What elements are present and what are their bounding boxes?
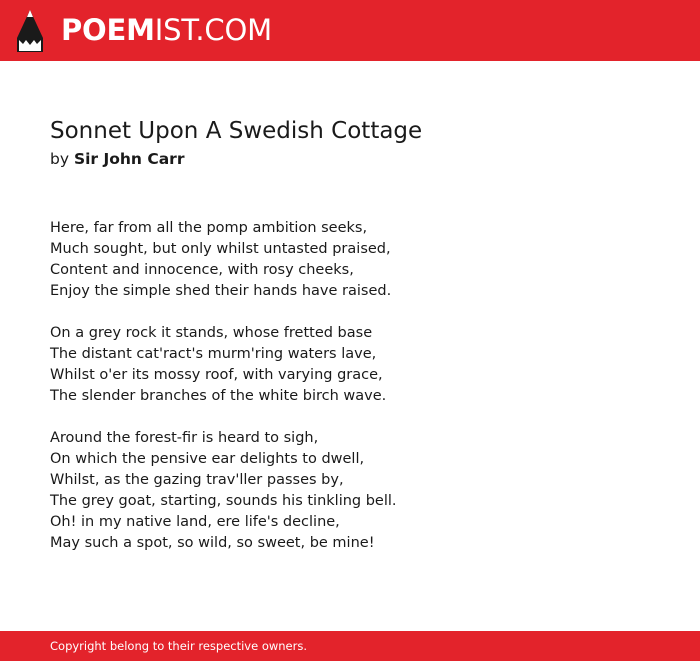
byline xyxy=(50,148,184,170)
poem-line: The grey goat, starting, sounds his tinkling bell. xyxy=(50,493,397,509)
author-name: Sir John Carr xyxy=(73,150,185,168)
poem-line: Oh! in my native land, ere life's decline, xyxy=(50,514,340,530)
poem-line: On a grey rock it stands, whose fretted base xyxy=(50,325,373,341)
poem-body xyxy=(50,218,397,575)
poem-line: The slender branches of the white birch wave. xyxy=(50,388,387,404)
poem-line: Whilst, as the gazing trav'ller passes by, xyxy=(50,472,344,488)
stanza-1 xyxy=(50,218,397,302)
poem-line: Whilst o'er its mossy roof, with varying grace, xyxy=(50,367,383,383)
poem-line: Content and innocence, with rosy cheeks, xyxy=(50,262,354,278)
poem-line: Enjoy the simple shed their hands have raised. xyxy=(50,283,392,299)
poem-line: May such a spot, so wild, so sweet, be mine! xyxy=(50,535,375,551)
poem-line: Much sought, but only whilst untasted praised, xyxy=(50,241,391,257)
site-header xyxy=(0,0,700,61)
poem-line: Around the forest-fir is heard to sigh, xyxy=(50,430,319,446)
stanza-3 xyxy=(50,428,397,554)
stanza-2 xyxy=(50,323,397,407)
logo-light-text: IST.COM xyxy=(154,13,272,47)
copyright-notice: Copyright belong to their respective owners. xyxy=(50,639,308,653)
poem-line: On which the pensive ear delights to dwell, xyxy=(50,451,365,467)
logo-bold-text: POEM xyxy=(61,13,155,47)
poem-line: The distant cat'ract's murm'ring waters lave, xyxy=(50,346,377,362)
poem-line: Here, far from all the pomp ambition seeks, xyxy=(50,220,368,236)
by-label: by xyxy=(50,150,70,168)
pencil-tip-icon[interactable] xyxy=(17,10,43,52)
site-logo[interactable] xyxy=(61,12,272,48)
site-footer xyxy=(0,631,700,661)
poem-title: Sonnet Upon A Swedish Cottage xyxy=(50,118,423,144)
